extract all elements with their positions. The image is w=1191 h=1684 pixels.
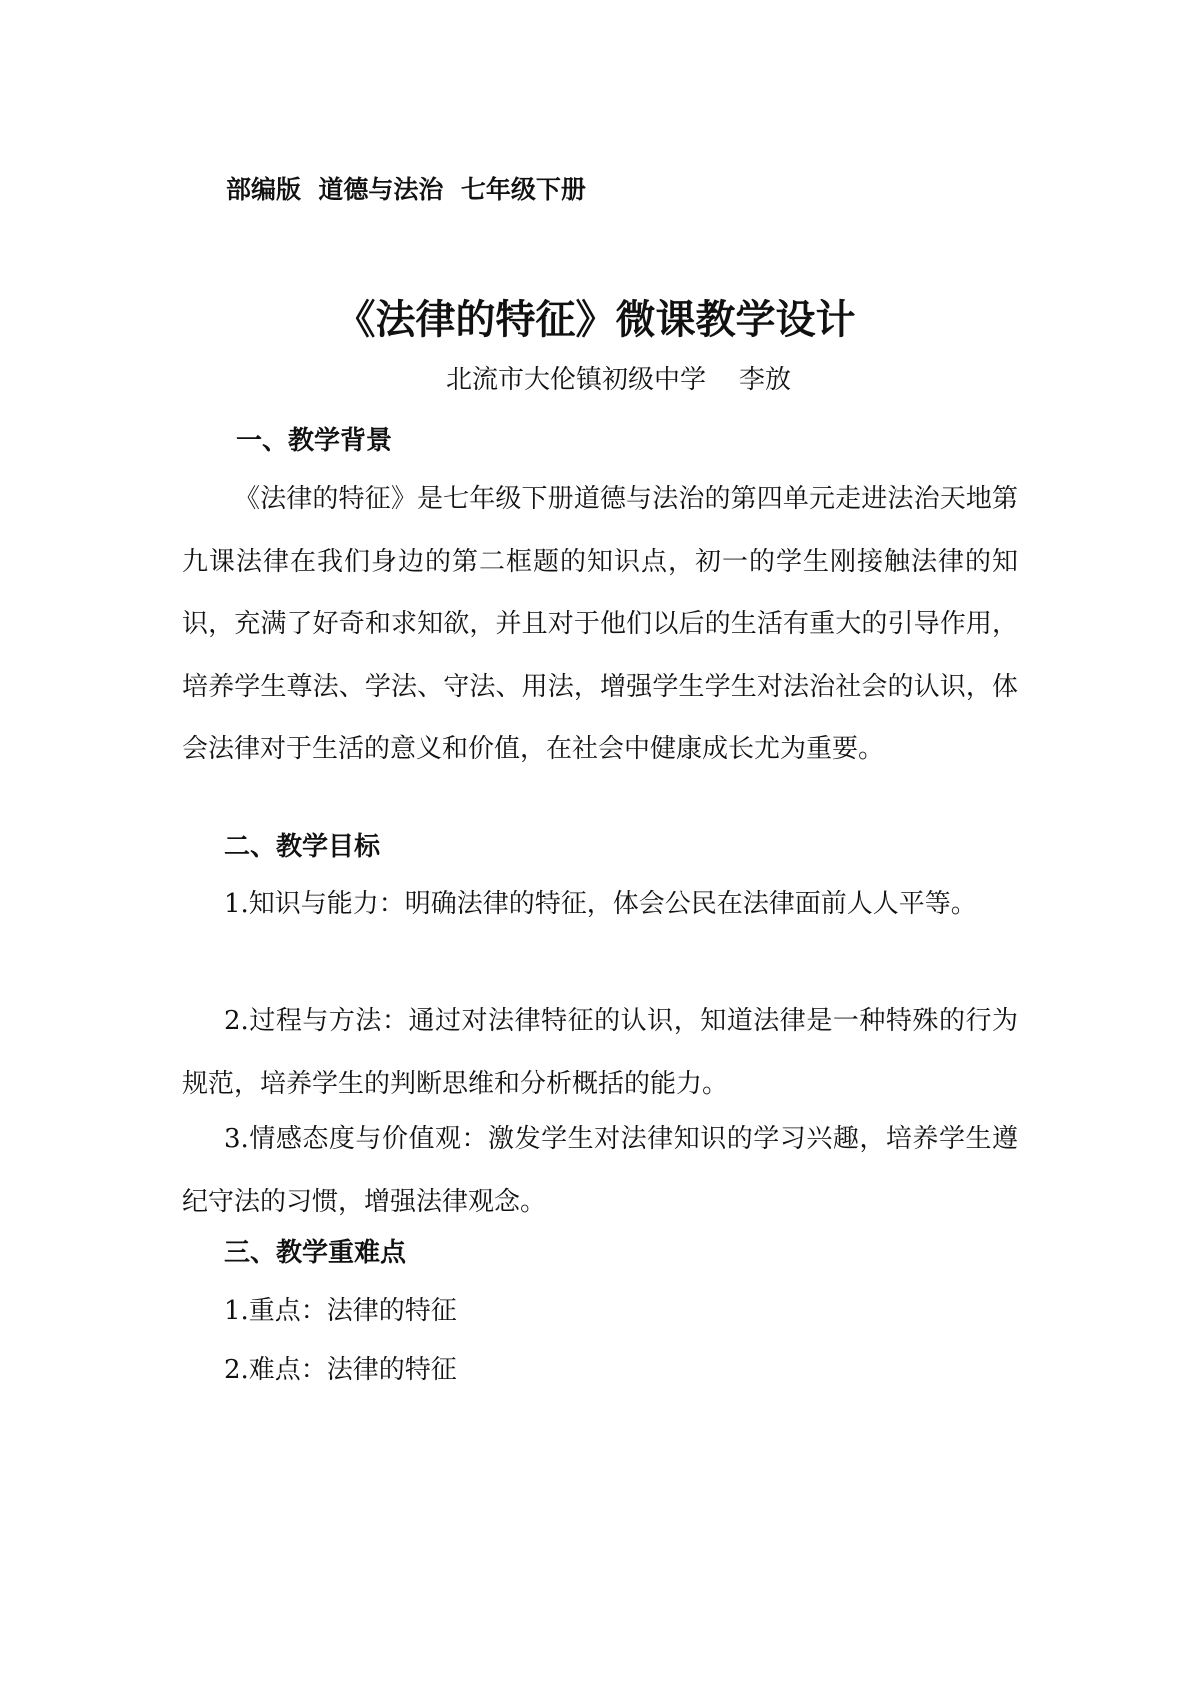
- difficult-point-item: 2.难点：法律的特征: [224, 1355, 457, 1385]
- section-heading-objectives: 二、教学目标: [224, 832, 381, 862]
- document-title: 《法律的特征》微课教学设计: [335, 297, 856, 343]
- objective-process: 2.过程与方法：通过对法律特征的认识，知道法律是一种特殊的行为规范，培养学生的判断思维和分析概括的能力。: [182, 1006, 1018, 1099]
- objective-attitude: 3.情感态度与价值观：激发学生对法律知识的学习兴趣，培养学生遵纪守法的习惯，增强法律观念。: [182, 1124, 1018, 1217]
- author-line: 北流市大伦镇初级中学 李放: [446, 365, 792, 395]
- objective-knowledge: 1.知识与能力：明确法律的特征，体会公民在法律面前人人平等。: [224, 889, 977, 919]
- background-paragraph: 《法律的特征》是七年级下册道德与法治的第四单元走进法治天地第九课法律在我们身边的第二框题的知识点，初一的学生刚接触法律的知识，充满了好奇和求知欲，并且对于他们以后的生活有重大的引导作用，培养学生尊法、学法、守法、用法，增强学生学生对法治社会的认识，体会法律对于生活的意义和价值，在社会中健康成长尤为重要。: [182, 484, 1018, 764]
- section-heading-background: 一、教学背景: [236, 426, 393, 456]
- section-heading-key-points: 三、教学重难点: [224, 1238, 407, 1268]
- textbook-series-line: 部编版 道德与法治 七年级下册: [226, 175, 586, 204]
- key-point-item: 1.重点：法律的特征: [224, 1296, 457, 1326]
